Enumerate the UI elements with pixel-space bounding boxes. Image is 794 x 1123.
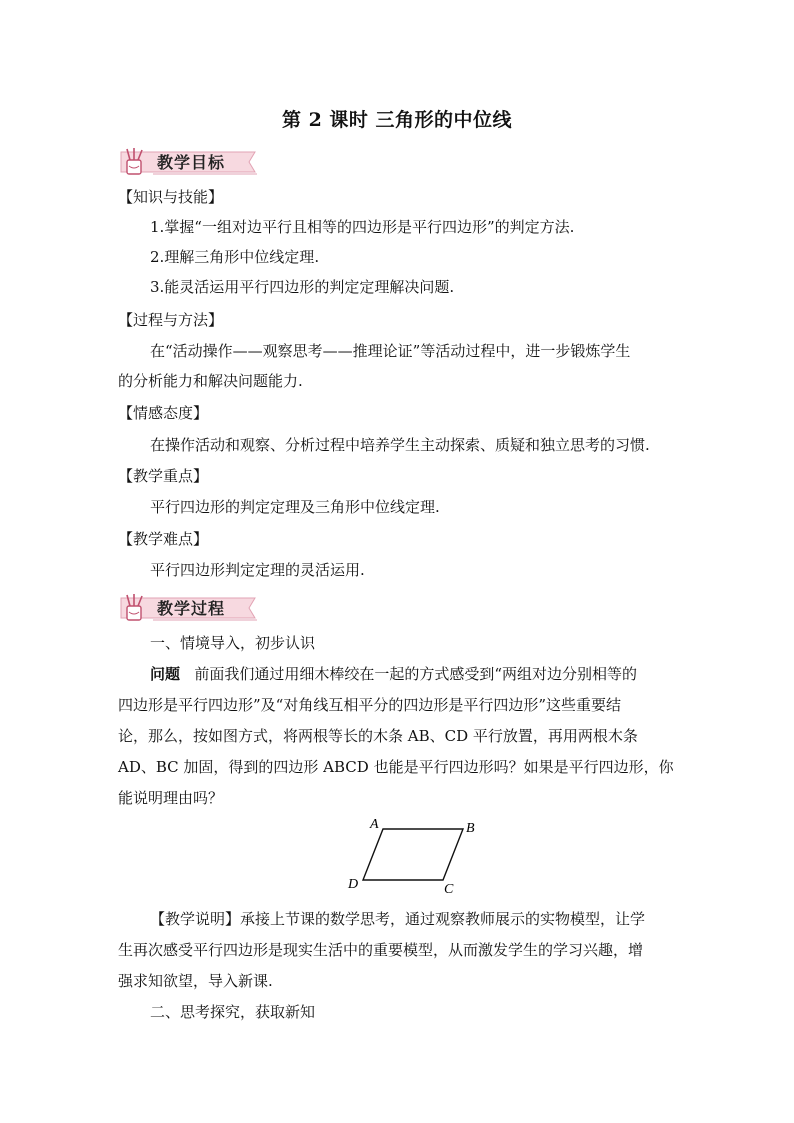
step-2-heading: 二、思考探究，获取新知 <box>150 1003 316 1021</box>
teaching-note-line-1: 【教学说明】承接上节课的数学思考，通过观察教师展示的实物模型，让学 <box>150 910 646 928</box>
step-1-heading: 一、情境导入，初步认识 <box>150 634 316 652</box>
vertex-label-a: A <box>370 817 379 832</box>
question-line-2: 四边形是平行四边形”及“对角线互相平分的四边形是平行四边形”这些重要结 <box>118 696 622 714</box>
difficulty-line: 平行四边形判定定理的灵活运用. <box>150 561 365 579</box>
section-header-process <box>117 592 259 624</box>
emotion-line-1: 在操作活动和观察、分析过程中培养学生主动探索、质疑和独立思考的习惯. <box>150 436 650 454</box>
teaching-note-line-2: 生再次感受平行四边形是现实生活中的重要模型，从而激发学生的学习兴趣，增 <box>118 941 644 959</box>
heading-knowledge: 【知识与技能】 <box>118 188 224 206</box>
question-label: 问题 <box>150 665 181 683</box>
goal-item-2: 2.理解三角形中位线定理. <box>150 248 320 266</box>
question-line-3: 论，那么，按如图方式，将两根等长的木条 AB、CD 平行放置，再用两根木条 <box>118 727 638 745</box>
key-point-line: 平行四边形的判定定理及三角形中位线定理. <box>150 498 440 516</box>
question-line-1 <box>150 663 637 685</box>
heading-difficulty: 【教学难点】 <box>118 530 209 548</box>
method-line-1: 在“活动操作——观察思考——推理论证”等活动过程中，进一步锻炼学生 <box>150 342 631 360</box>
method-line-2: 的分析能力和解决问题能力. <box>118 372 303 390</box>
section-title-goals: 教学目标 <box>157 153 226 172</box>
vertex-label-c: C <box>444 882 454 897</box>
heading-method: 【过程与方法】 <box>118 311 224 329</box>
parallelogram-abcd <box>363 829 463 880</box>
page-title: 第 2 课时 三角形的中位线 <box>281 109 513 131</box>
section-header-goals <box>117 146 259 178</box>
pencil-cup-icon <box>119 146 149 178</box>
section-title-process: 教学过程 <box>157 599 226 618</box>
question-line-4: AD、BC 加固，得到的四边形 ABCD 也能是平行四边形吗？如果是平行四边形，你 <box>118 758 674 776</box>
vertex-label-d: D <box>348 877 359 892</box>
vertex-label-b: B <box>466 821 475 836</box>
teaching-note-line-3: 强求知欲望，导入新课. <box>118 972 273 990</box>
parallelogram-figure <box>340 812 490 897</box>
goal-item-3: 3.能灵活运用平行四边形的判定定理解决问题. <box>150 278 455 296</box>
question-text-1: 前面我们通过用细木棒绞在一起的方式感受到“两组对边分别相等的 <box>194 665 637 683</box>
question-line-5: 能说明理由吗？ <box>118 789 224 807</box>
pencil-cup-icon <box>119 592 149 624</box>
heading-emotion: 【情感态度】 <box>118 404 209 422</box>
goal-item-1: 1.掌握“一组对边平行且相等的四边形是平行四边形”的判定方法. <box>150 218 575 236</box>
heading-key-point: 【教学重点】 <box>118 467 209 485</box>
